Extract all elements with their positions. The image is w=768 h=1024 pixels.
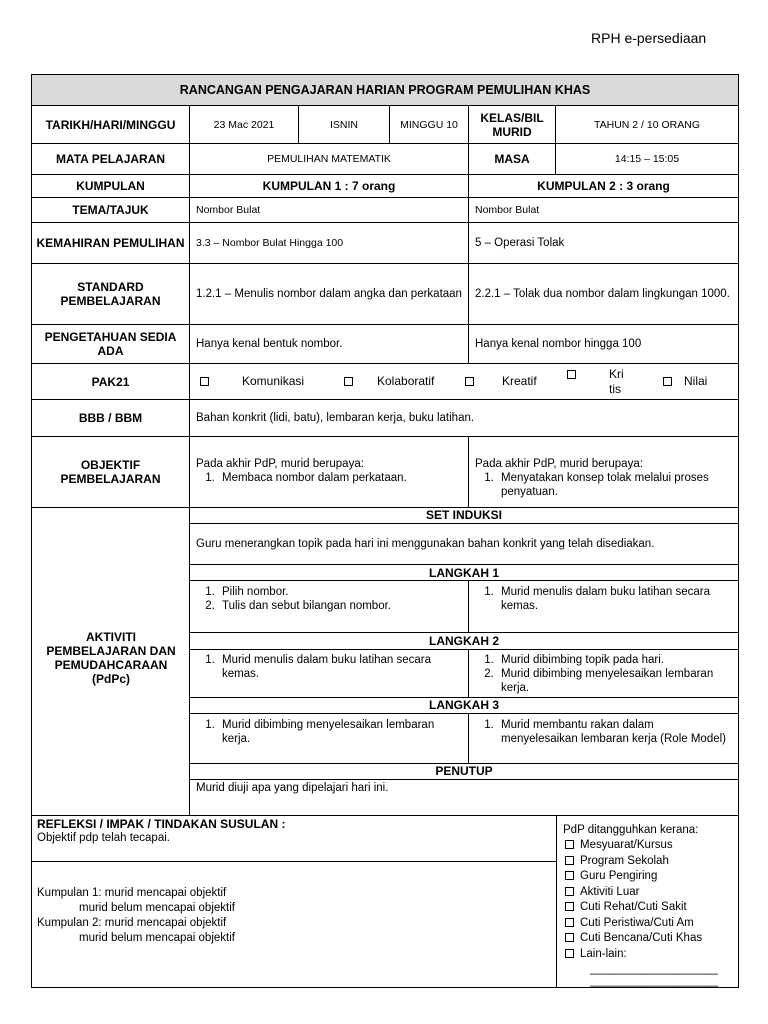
objektif-item-1: 1. Membaca nombor dalam perkataan.: [218, 471, 462, 485]
list-item[interactable]: Cuti Rehat/Cuti Sakit: [565, 900, 735, 916]
label-tema: TEMA/TAJUK: [72, 203, 149, 217]
label-mata-pelajaran: MATA PELAJARAN: [55, 152, 166, 166]
checkbox[interactable]: [565, 918, 574, 927]
option-kritis-a: Kri: [609, 367, 624, 381]
list-item[interactable]: Guru Pengiring: [565, 869, 735, 885]
option-kreatif: Kreatif: [502, 374, 537, 388]
value-day: ISNIN: [329, 118, 358, 131]
checkbox-kritis[interactable]: [567, 370, 576, 379]
label-bbb: BBB / BBM: [78, 411, 143, 425]
heading-langkah-1: LANGKAH 1: [428, 565, 499, 580]
set-induksi-text: Guru menerangkan topik pada hari ini menggunakan bahan konkrit yang telah disediakan.: [196, 538, 655, 550]
value-kelas: TAHUN 2 / 10 ORANG: [594, 118, 700, 131]
ditangguhkan-title: PdP ditangguhkan kerana:: [563, 824, 699, 836]
list-item: 1. Pilih nombor.: [218, 585, 462, 599]
refleksi-kumpulan-1-a: Kumpulan 1: murid mencapai objektif: [37, 887, 227, 899]
value-pengetahuan-1: Hanya kenal bentuk nombor.: [196, 338, 343, 350]
value-kumpulan-2: KUMPULAN 2 : 3 orang: [537, 179, 670, 193]
option-komunikasi: Komunikasi: [242, 374, 305, 388]
list-item: 2. Murid dibimbing menyelesaikan lembaran kerja.: [497, 667, 732, 695]
objektif-intro-2: Pada akhir PdP, murid berupaya:: [475, 458, 643, 470]
list-item: 2. Tulis dan sebut bilangan nombor.: [218, 599, 462, 613]
checkbox-kolaboratif[interactable]: [344, 377, 353, 386]
objektif-item-2: 1. Menyatakan konsep tolak melalui proses penyatuan.: [497, 471, 732, 499]
value-pengetahuan-2: Hanya kenal nombor hingga 100: [475, 338, 642, 350]
langkah-1-right: [469, 585, 738, 613]
label-objektif: OBJEKTIF PEMBELAJARAN: [60, 458, 161, 486]
label-kemahiran: KEMAHIRAN PEMULIHAN: [36, 236, 185, 250]
list-item[interactable]: Aktiviti Luar: [565, 885, 735, 901]
refleksi-label: REFLEKSI / IMPAK / TINDAKAN SUSULAN :: [37, 817, 286, 831]
list-item[interactable]: Lain-lain:: [565, 947, 735, 963]
heading-penutup: PENUTUP: [435, 764, 493, 778]
checkbox-kreatif[interactable]: [465, 377, 474, 386]
langkah-3-right: [469, 718, 738, 746]
table-title: RANCANGAN PENGAJARAN HARIAN PROGRAM PEMULIHAN KHAS: [32, 75, 738, 105]
langkah-3-left: [190, 718, 468, 746]
label-tarikh: TARIKH/HARI/MINGGU: [45, 117, 176, 132]
value-tema-1: Nombor Bulat: [196, 204, 261, 216]
label-pak21: PAK21: [91, 374, 130, 389]
list-item[interactable]: Mesyuarat/Kursus: [565, 838, 735, 854]
ditangguhkan-list: [565, 838, 735, 989]
objektif-intro-1: Pada akhir PdP, murid berupaya:: [196, 458, 364, 470]
value-date: 23 Mac 2021: [213, 118, 275, 131]
list-item: 1. Murid menulis dalam buku latihan secara kemas.: [497, 585, 732, 613]
checkbox[interactable]: [565, 933, 574, 942]
value-kemahiran-2: 5 – Operasi Tolak: [475, 237, 565, 249]
pak21-options: [190, 364, 738, 399]
label-masa: MASA: [494, 152, 530, 166]
list-item[interactable]: Cuti Peristiwa/Cuti Am: [565, 916, 735, 932]
heading-langkah-3: LANGKAH 3: [428, 698, 499, 712]
blank-line-1[interactable]: ____________________: [590, 963, 718, 975]
value-kemahiran-1: 3.3 – Nombor Bulat Hingga 100: [196, 237, 344, 249]
refleksi-text: Objektif pdp telah tecapai.: [37, 832, 170, 844]
value-standard-2: 2.2.1 – Tolak dua nombor dalam lingkungan 1000.: [475, 288, 730, 300]
label-aktiviti: AKTIVITI PEMBELAJARAN DAN PEMUDAHCARAAN (PdPc): [46, 630, 176, 686]
option-kritis-b: tis: [609, 382, 621, 396]
checkbox[interactable]: [565, 856, 574, 865]
value-mata-pelajaran: PEMULIHAN MATEMATIK: [267, 153, 391, 165]
objektif-kumpulan-2: [469, 457, 738, 499]
option-kolaboratif: Kolaboratif: [377, 374, 435, 388]
value-week: MINGGU 10: [400, 118, 458, 131]
checkbox[interactable]: [565, 887, 574, 896]
value-tema-2: Nombor Bulat: [475, 204, 540, 216]
list-item: 1. Murid menulis dalam buku latihan secara kemas.: [218, 653, 462, 681]
heading-langkah-2: LANGKAH 2: [428, 634, 499, 648]
label-pengetahuan: PENGETAHUAN SEDIA ADA: [44, 330, 177, 358]
checkbox-nilai[interactable]: [663, 377, 672, 386]
value-kumpulan-1: KUMPULAN 1 : 7 orang: [262, 179, 396, 193]
checkbox[interactable]: [565, 840, 574, 849]
list-item: 1. Murid dibimbing topik pada hari.: [497, 653, 732, 667]
objektif-kumpulan-1: [190, 457, 468, 485]
list-item[interactable]: Cuti Bencana/Cuti Khas: [565, 931, 735, 947]
list-item: 1. Murid dibimbing menyelesaikan lembaran kerja.: [218, 718, 462, 746]
langkah-2-left: [190, 653, 468, 681]
checkbox[interactable]: [565, 902, 574, 911]
label-kumpulan: KUMPULAN: [76, 179, 145, 193]
value-standard-1: 1.2.1 – Menulis nombor dalam angka dan perkataan: [196, 288, 462, 300]
penutup-text: Murid diuji apa yang dipelajari hari ini.: [196, 782, 389, 794]
refleksi-kumpulan-2-b: murid belum mencapai objektif: [79, 932, 235, 944]
refleksi-kumpulan-1-b: murid belum mencapai objektif: [79, 902, 235, 914]
label-kelas: KELAS/BIL MURID: [480, 110, 544, 139]
blank-line-2[interactable]: ____________________: [590, 974, 718, 987]
page-header: RPH e-persediaan: [591, 30, 707, 46]
label-standard: STANDARD PEMBELAJARAN: [60, 280, 161, 308]
heading-set-induksi: SET INDUKSI: [425, 508, 502, 522]
checkbox[interactable]: [565, 949, 574, 958]
value-masa: 14:15 – 15:05: [614, 153, 680, 165]
option-nilai: Nilai: [684, 374, 708, 388]
checkbox[interactable]: [565, 871, 574, 880]
langkah-2-right: [469, 653, 738, 695]
checkbox-komunikasi[interactable]: [200, 377, 209, 386]
langkah-1-left: [190, 585, 468, 613]
list-item: 1. Murid membantu rakan dalam menyelesaikan lembaran kerja (Role Model): [497, 718, 732, 746]
list-item[interactable]: Program Sekolah: [565, 854, 735, 870]
refleksi-kumpulan-2-a: Kumpulan 2: murid mencapai objektif: [37, 917, 227, 929]
value-bbb: Bahan konkrit (lidi, batu), lembaran kerja, buku latihan.: [196, 412, 475, 424]
